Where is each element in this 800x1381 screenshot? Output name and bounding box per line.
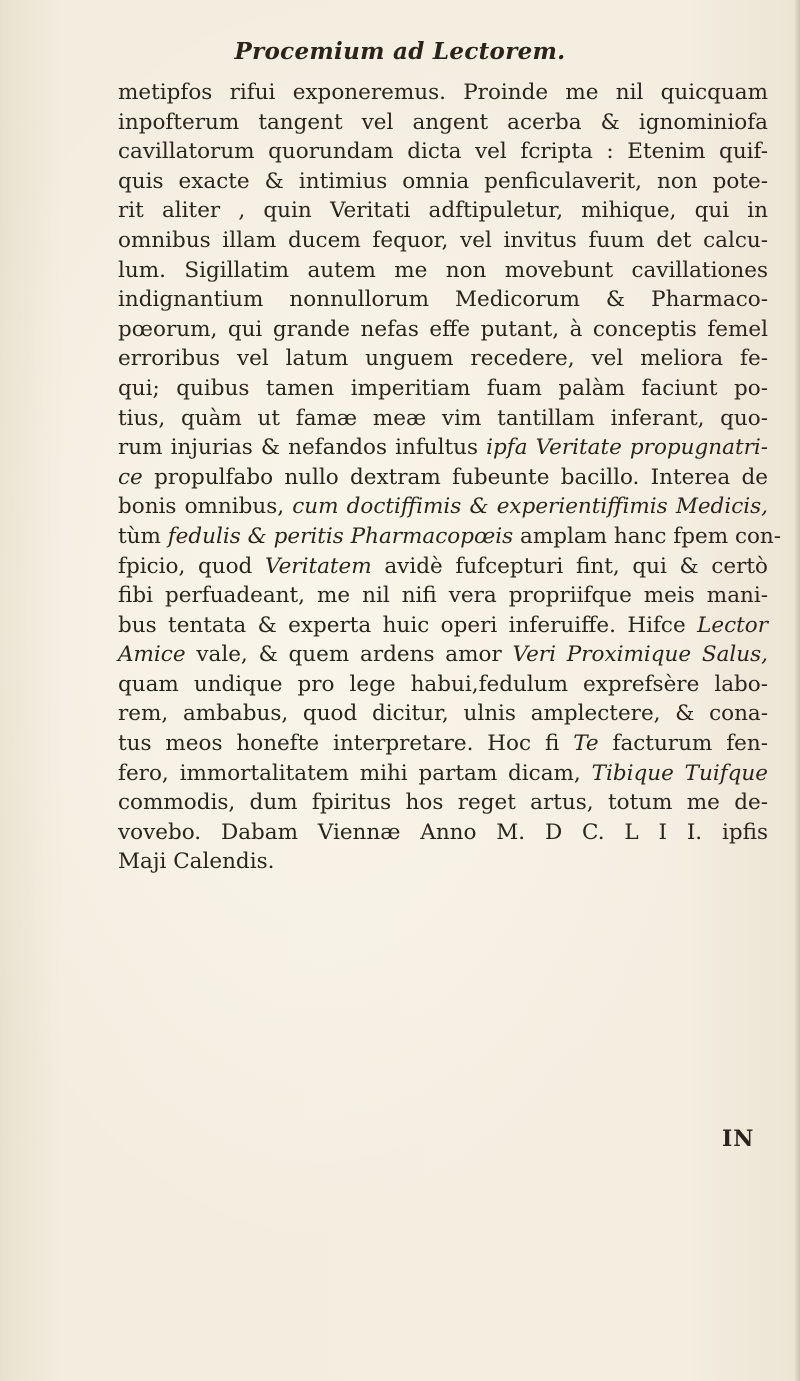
roman-run: fibi perfuadeant, me nil nifi vera propriifque meis mani- <box>118 583 768 609</box>
text-line <box>118 374 768 404</box>
text-line <box>118 552 768 582</box>
text-line <box>118 759 768 789</box>
text-line <box>118 847 768 877</box>
italic-run: cum doctiffimis & experientiffimis Medicis, <box>292 494 768 520</box>
text-line <box>118 256 768 286</box>
roman-run: rum injurias & nefandos infultus <box>118 435 487 461</box>
text-line <box>118 699 768 729</box>
roman-run: vovebo. Dabam Viennæ Anno M. D C. L I I. ipfis <box>118 819 768 845</box>
italic-run: ce <box>118 464 143 490</box>
text-line <box>118 729 768 759</box>
text-line <box>118 463 768 493</box>
italic-run: fedulis & peritis Pharmacopœis <box>167 523 514 549</box>
roman-run: quis exacte & intimius omnia penficulaverit, non pote- <box>118 168 768 194</box>
running-head: Procemium ad Lectorem. <box>234 38 566 65</box>
roman-run: omnibus illam ducem fequor, vel invitus fuum det calcu- <box>118 227 768 253</box>
italic-run: Te <box>573 731 599 757</box>
roman-run: lum. Sigillatim autem me non movebunt cavillationes <box>118 257 768 283</box>
text-line <box>118 404 768 434</box>
catchword: IN <box>722 1126 755 1152</box>
text-line <box>118 522 782 552</box>
roman-run: avidè fufcepturi fint, qui & certò <box>371 553 768 579</box>
roman-run: quam undique pro lege habui,fedulum exprefsère labo- <box>118 671 768 697</box>
roman-run: fpicio, quod <box>118 553 266 579</box>
text-line <box>118 196 768 226</box>
roman-run: rit aliter , quin Veritati adftipuletur, mihique, qui in <box>118 198 768 224</box>
italic-run: Tibique Tuifque <box>591 760 768 786</box>
text-line <box>118 344 768 374</box>
roman-run: tius, quàm ut famæ meæ vim tantillam inferant, quo- <box>118 405 768 431</box>
roman-run: facturum fen- <box>598 731 768 757</box>
body-text <box>118 78 782 877</box>
roman-run: commodis, dum fpiritus hos reget artus, totum me de- <box>118 790 768 816</box>
text-line <box>118 108 768 138</box>
roman-run: indignantium nonnullorum Medicorum & Pharmaco- <box>118 287 768 313</box>
italic-run: Amice <box>118 642 186 668</box>
text-line <box>118 492 768 522</box>
text-line <box>118 78 768 108</box>
roman-run: tus meos honefte interpretare. Hoc fi <box>118 731 574 757</box>
text-line <box>118 137 768 167</box>
roman-run: vale, & quem ardens amor <box>185 642 513 668</box>
roman-run: Maji Calendis. <box>118 849 275 875</box>
text-line <box>118 433 768 463</box>
page-edge-shadow <box>794 0 800 1381</box>
roman-run: tùm <box>118 523 168 549</box>
italic-run: Veri Proximique Salus, <box>512 642 768 668</box>
roman-run: rem, ambabus, quod dicitur, ulnis amplectere, & cona- <box>118 701 768 727</box>
roman-run: pœorum, qui grande nefas effe putant, à conceptis femel <box>118 316 768 342</box>
text-line <box>118 581 768 611</box>
roman-run: metipfos rifui exponeremus. Proinde me nil quicquam <box>118 80 768 105</box>
text-line <box>118 788 768 818</box>
text-line <box>118 315 768 345</box>
roman-run: erroribus vel latum unguem recedere, vel meliora fe- <box>118 346 768 372</box>
text-line <box>118 611 768 641</box>
roman-run: propulfabo nullo dextram fubeunte bacillo. Interea de <box>142 464 768 490</box>
text-line <box>118 285 768 315</box>
text-line <box>118 818 768 848</box>
roman-run: inpofterum tangent vel angent acerba & ignominiofa <box>118 109 768 135</box>
italic-run: ipfa Veritate propugnatri- <box>486 435 768 461</box>
roman-run: amplam hanc fpem con- <box>513 523 782 549</box>
text-line <box>118 226 768 256</box>
italic-run: Veritatem <box>265 553 372 579</box>
roman-run: bus tentata & experta huic operi inferuiffe. Hifce <box>118 612 698 638</box>
text-line <box>118 167 768 197</box>
text-line <box>118 640 768 670</box>
italic-run: Lector <box>697 612 768 638</box>
roman-run: qui; quibus tamen imperitiam fuam palàm faciunt po- <box>118 375 768 401</box>
text-line <box>118 670 768 700</box>
roman-run: bonis omnibus, <box>118 494 293 520</box>
roman-run: cavillatorum quorundam dicta vel fcripta : Etenim quif- <box>118 139 768 165</box>
roman-run: fero, immortalitatem mihi partam dicam, <box>118 760 592 786</box>
